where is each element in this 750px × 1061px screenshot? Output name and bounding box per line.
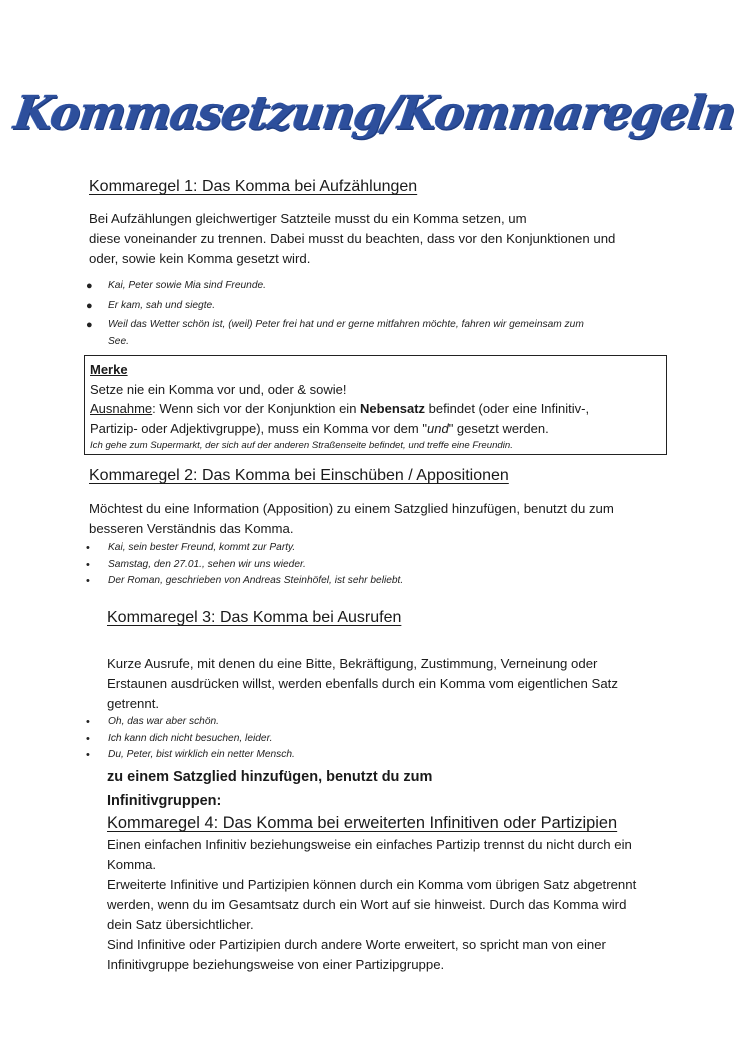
rule1-examples	[86, 278, 668, 350]
rule3-heading: Kommaregel 3: Das Komma bei Ausrufen	[107, 609, 402, 626]
rule4-line: Einen einfachen Infinitiv beziehungsweise ein einfaches Partizip trennst du nicht durch ein	[107, 837, 632, 852]
rule1-line: oder, sowie kein Komma gesetzt wird.	[89, 251, 311, 266]
rule1-heading: Kommaregel 1: Das Komma bei Aufzählungen	[89, 178, 418, 195]
merke-text: " gesetzt werden.	[448, 420, 549, 436]
rule2-line: besseren Verständnis das Komma.	[89, 521, 294, 536]
page-title: Kommasetzung/Kommaregeln	[11, 86, 739, 141]
example-text: Samstag, den 27.01., sehen wir uns wieder.	[108, 558, 306, 570]
rule1-line: diese voneinander zu trennen. Dabei musst du beachten, dass vor den Konjunktionen und	[89, 231, 616, 246]
merke-text: : Wenn sich vor der Konjunktion ein	[152, 401, 361, 416]
rule2-text	[89, 499, 689, 539]
bullet-icon: ●	[86, 299, 93, 312]
example-text: Der Roman, geschrieben von Andreas Steinhöfel, ist sehr beliebt.	[108, 575, 404, 586]
list-item	[86, 298, 668, 315]
merke-line3	[90, 419, 661, 439]
list-item	[86, 573, 668, 590]
bullet-icon: •	[86, 558, 90, 571]
merke-example: Ich gehe zum Supermarkt, der sich auf der anderen Straßenseite befindet, und treffe eine Freundin.	[90, 440, 513, 451]
rule4-line: Infinitivgruppe beziehungsweise von einer Partizipgruppe.	[107, 957, 445, 972]
rule4-line: Erweiterte Infinitive und Partizipien können durch ein Komma vom übrigen Satz abgetrennt	[107, 877, 637, 892]
merke-text: Partizip- oder Adjektivgruppe), muss ein Komma vor dem "	[90, 420, 427, 436]
rule3-line: Kurze Ausrufe, mit denen du eine Bitte, Bekräftigung, Zustimmung, Verneinung oder	[107, 656, 598, 671]
rule4-line: dein Satz übersichtlicher.	[107, 917, 254, 932]
rule3-examples	[86, 714, 668, 764]
bullet-icon: •	[86, 716, 90, 728]
merke-line1: Setze nie ein Komma vor und, oder & sowie!	[90, 381, 347, 397]
example-text: Oh, das war aber schön.	[108, 716, 219, 727]
bullet-icon: •	[86, 732, 90, 745]
rule3-line: Erstaunen ausdrücken willst, werden ebenfalls durch ein Komma vom eigentlichen Satz	[107, 676, 618, 691]
merke-text: befindet (oder eine Infinitiv-,	[425, 401, 590, 416]
merke-italic-term: und	[426, 420, 449, 436]
ausnahme-label: Ausnahme	[90, 401, 153, 416]
list-item	[86, 557, 668, 574]
bullet-icon: •	[86, 542, 90, 554]
example-text: Weil das Wetter schön ist, (weil) Peter frei hat und er gerne mitfahren möchte, fahren wir gemeinsam zum	[108, 319, 584, 330]
bullet-icon: ●	[86, 280, 93, 292]
rule2-line: Möchtest du eine Information (Apposition) zu einem Satzglied hinzufügen, benutzt du zum	[89, 501, 614, 516]
bullet-icon: •	[86, 575, 90, 587]
title-area	[0, 88, 750, 139]
merke-line2	[90, 399, 661, 419]
example-text: Ich kann dich nicht besuchen, leider.	[108, 732, 273, 744]
list-item	[86, 278, 668, 295]
rule2-heading: Kommaregel 2: Das Komma bei Einschüben / Appositionen	[89, 467, 509, 484]
fragment-line: Infinitivgruppen:	[107, 793, 222, 809]
rule4-line: Komma.	[107, 857, 157, 872]
rule1-text	[89, 209, 679, 269]
example-text: See.	[108, 335, 129, 347]
rule1-line: Bei Aufzählungen gleichwertiger Satzteile musst du ein Komma setzen, um	[89, 211, 527, 226]
list-item	[86, 317, 668, 334]
rule3-text	[107, 654, 677, 714]
rule3-line: getrennt.	[107, 696, 160, 711]
list-item-continuation	[108, 334, 668, 351]
list-item	[86, 714, 668, 731]
rule4-heading: Kommaregel 4: Das Komma bei erweiterten Infinitiven oder Partizipien	[107, 814, 618, 832]
bullet-icon: ●	[86, 319, 93, 331]
merke-bold-term: Nebensatz	[360, 401, 426, 416]
list-item	[86, 731, 668, 748]
merke-box	[84, 355, 667, 455]
merke-title: Merke	[90, 362, 128, 377]
bullet-icon: •	[86, 749, 90, 761]
list-item	[86, 747, 668, 764]
rule4-text	[107, 835, 662, 975]
rule4-line: Sind Infinitive oder Partizipien durch andere Worte erweitert, so spricht man von einer	[107, 937, 606, 952]
example-text: Kai, Peter sowie Mia sind Freunde.	[108, 280, 266, 291]
rule4-line: werden, wenn du im Gesamtsatz durch ein Wort auf sie hinweist. Durch das Komma wird	[107, 897, 627, 912]
example-text: Du, Peter, bist wirklich ein netter Mensch.	[108, 749, 295, 760]
list-item	[86, 540, 668, 557]
rule2-examples	[86, 540, 668, 590]
fragment-line: zu einem Satzglied hinzufügen, benutzt du zum	[107, 769, 433, 785]
example-text: Kai, sein bester Freund, kommt zur Party.	[108, 542, 296, 553]
example-text: Er kam, sah und siegte.	[108, 299, 216, 311]
